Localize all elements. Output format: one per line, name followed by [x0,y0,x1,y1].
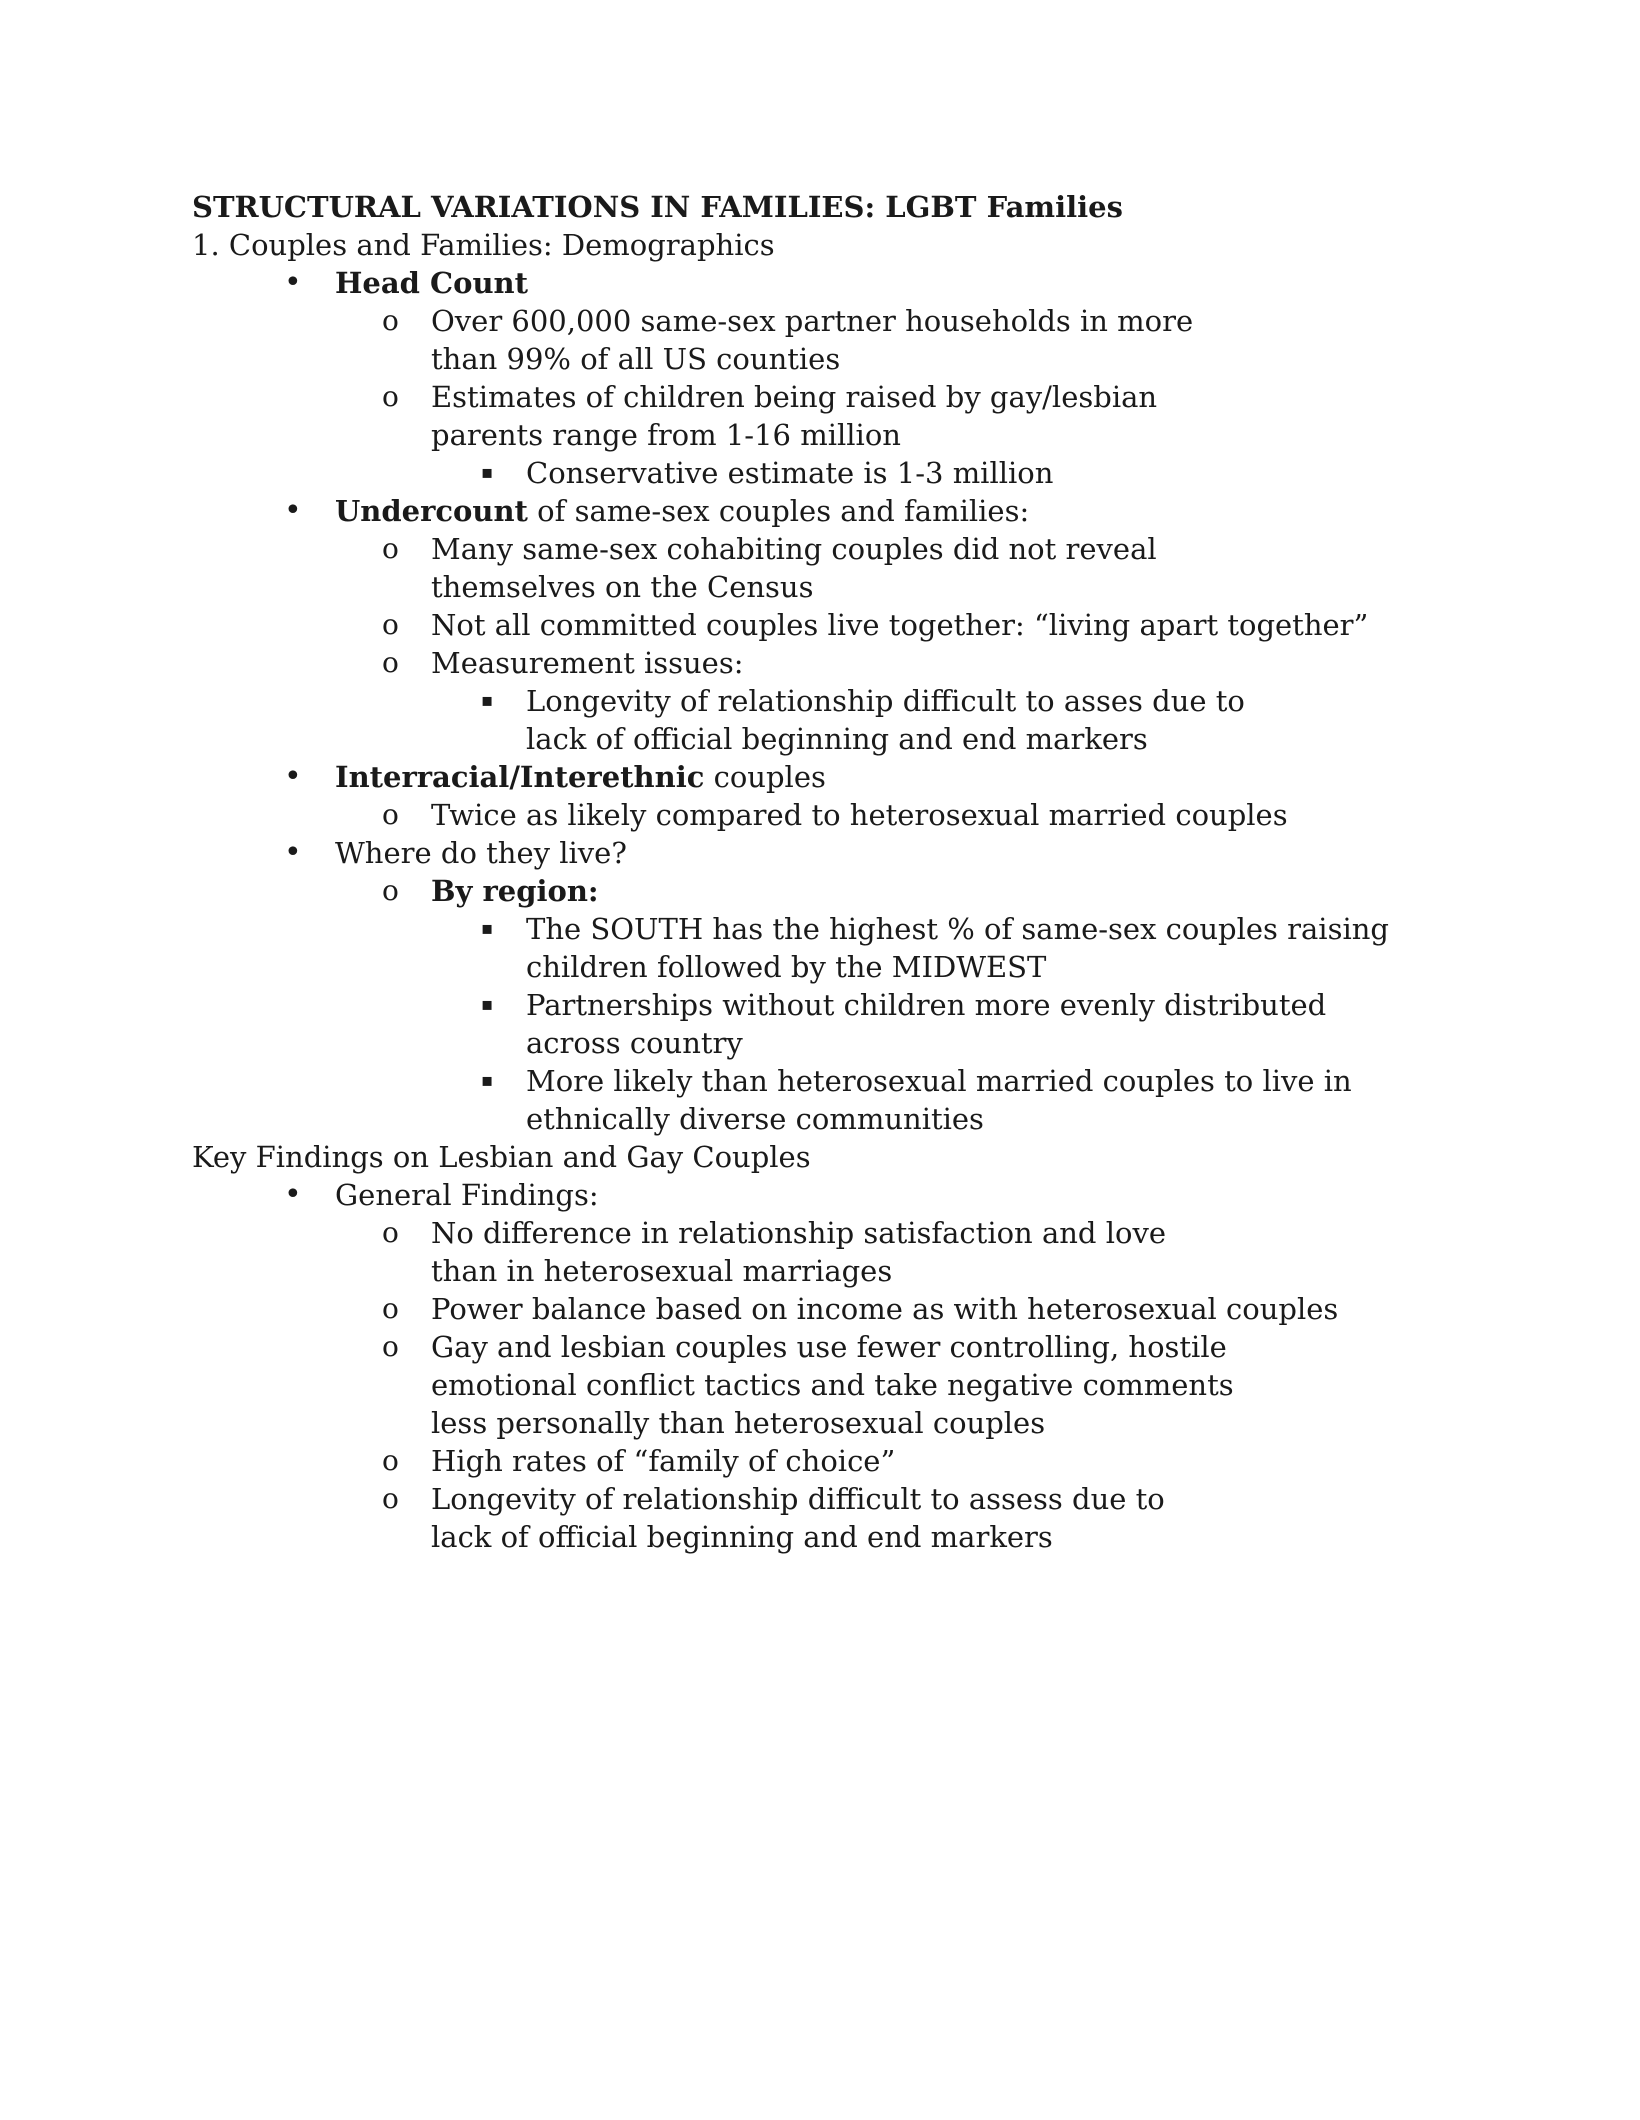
sub-list-item-text: Partnerships without children more evenly distributed across country [526,988,1327,1060]
bullet-marker: • [284,493,302,528]
list-item-text: No difference in relationship satisfaction and love than in heterosexual marriages [431,1216,1166,1288]
list-item-text: Gay and lesbian couples use fewer controlling, hostile emotional conflict tactics and take negative comments less personally than heterosexual couples [431,1330,1234,1440]
list-item-text: Over 600,000 same-sex partner households in more than 99% of all US counties [431,304,1194,376]
circle-marker: o [382,304,399,337]
circle-marker: o [382,1330,399,1363]
bullet-label: Where do they live? [335,836,627,870]
list-item [192,1328,1251,1442]
list-item-text: Power balance based on income as with heterosexual couples [431,1292,1339,1326]
list-item [192,530,1161,606]
circle-marker: o [382,380,399,413]
bullet-marker: • [284,759,302,794]
bullet-marker: • [284,835,302,870]
bullet-general-findings [192,1176,1472,1214]
list-item-text: Estimates of children being raised by gay/lesbian parents range from 1-16 million [431,380,1158,452]
section-heading-demographics: 1. Couples and Families: Demographics [192,228,775,262]
list-item-text: High rates of “family of choice” [431,1444,896,1478]
bullet-marker: • [284,1177,302,1212]
sub-list-item-text: Conservative estimate is 1-3 million [526,456,1054,490]
list-item [192,1214,1241,1290]
circle-marker: o [382,646,399,679]
sub-list-item-text: More likely than heterosexual married couples to live in ethnically diverse communities [526,1064,1352,1136]
square-marker: ▪ [481,462,494,483]
circle-marker: o [382,1482,399,1515]
bullet-label: General Findings: [335,1178,599,1212]
circle-marker: o [382,1216,399,1249]
circle-marker: o [382,532,399,565]
bullet-label-rest: couples [704,760,826,794]
bullet-undercount [192,492,1472,530]
square-marker: ▪ [481,1070,494,1091]
list-item-by-region [192,872,1472,910]
square-marker: ▪ [481,918,494,939]
list-item-text: Not all committed couples live together: “living apart together” [431,608,1369,642]
list-item [192,302,1241,378]
list-item-text: By region: [431,874,599,908]
section-heading-key-findings: Key Findings on Lesbian and Gay Couples [192,1140,811,1174]
document-title: STRUCTURAL VARIATIONS IN FAMILIES: LGBT Families [192,190,1123,224]
list-item-text: Many same-sex cohabiting couples did not reveal themselves on the Census [431,532,1157,604]
circle-marker: o [382,1292,399,1325]
sub-list-item [192,986,1376,1062]
list-item [192,644,1472,682]
sub-list-item [192,682,1246,758]
sub-list-item [192,454,1472,492]
list-item [192,1290,1472,1328]
list-item-text: Measurement issues: [431,646,744,680]
square-marker: ▪ [481,690,494,711]
bullet-label-bold: Interracial/Interethnic [335,760,705,794]
bullet-head-count [192,264,1472,302]
bullet-interracial [192,758,1472,796]
list-item [192,378,1241,454]
list-item [192,606,1472,644]
document-page [192,188,1472,1556]
list-item-text: Twice as likely compared to heterosexual married couples [431,798,1288,832]
list-item-text: Longevity of relationship difficult to assess due to lack of official beginning and end markers [431,1482,1165,1554]
circle-marker: o [382,1444,399,1477]
circle-marker: o [382,798,399,831]
bullet-label: Head Count [335,266,529,300]
list-item [192,1480,1171,1556]
square-marker: ▪ [481,994,494,1015]
list-item [192,1442,1472,1480]
circle-marker: o [382,608,399,641]
bullet-label-rest: of same-sex couples and families: [527,494,1030,528]
sub-list-item [192,1062,1436,1138]
sub-list-item-text: The SOUTH has the highest % of same-sex couples raising children followed by the MIDWEST [526,912,1389,984]
sub-list-item [192,910,1436,986]
circle-marker: o [382,874,399,907]
bullet-marker: • [284,265,302,300]
sub-list-item-text: Longevity of relationship difficult to asses due to lack of official beginning and end markers [526,684,1245,756]
bullet-where [192,834,1472,872]
bullet-label-bold: Undercount [335,494,528,528]
list-item [192,796,1472,834]
